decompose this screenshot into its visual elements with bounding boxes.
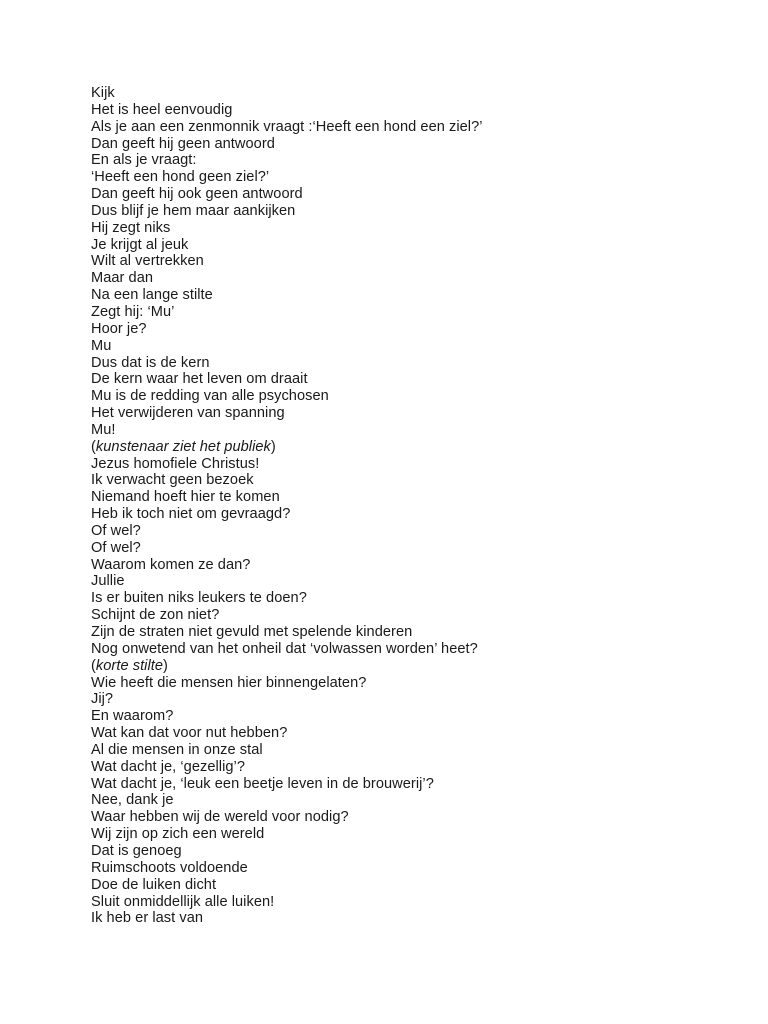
text-line: Dan geeft hij geen antwoord <box>91 135 275 152</box>
text-line: Wilt al vertrekken <box>91 253 204 270</box>
paren-close: ) <box>270 438 276 455</box>
text-line: Nee, dank je <box>91 792 174 809</box>
text-line: Jezus homofiele Christus! <box>91 455 260 472</box>
stage-direction <box>91 439 483 456</box>
text-line: Hoor je? <box>91 320 147 337</box>
paren-open: ( <box>91 438 96 455</box>
stage-direction-text: korte stilte <box>95 657 164 674</box>
paren-open: ( <box>91 657 96 674</box>
text-line: Al die mensen in onze stal <box>91 741 263 758</box>
text-line: En waarom? <box>91 708 174 725</box>
text-line: Schijnt de zon niet? <box>91 607 220 624</box>
stage-direction <box>91 658 483 675</box>
text-line: Waar hebben wij de wereld voor nodig? <box>91 809 349 826</box>
stage-direction-text: kunstenaar ziet het publiek <box>95 438 271 455</box>
text-line: Wat dacht je, ‘gezellig’? <box>91 758 246 775</box>
text-line: Mu is de redding van alle psychosen <box>91 388 329 405</box>
text-line: Kijk <box>91 85 115 101</box>
text-line: Wij zijn op zich een wereld <box>91 826 265 843</box>
text-line: Jij? <box>91 691 114 708</box>
text-line: Waarom komen ze dan? <box>91 556 251 573</box>
text-line: Maar dan <box>91 270 154 287</box>
text-line: Zegt hij: ‘Mu’ <box>91 303 175 320</box>
text-line: Hij zegt niks <box>91 219 171 236</box>
text-line: Doe de luiken dicht <box>91 876 217 893</box>
text-line: Het is heel eenvoudig <box>91 101 233 118</box>
text-line: Zijn de straten niet gevuld met spelende kinderen <box>91 624 413 640</box>
text-line: Nog onwetend van het onheil dat ‘volwassen worden’ heet? <box>91 640 478 657</box>
text-line: Mu! <box>91 421 116 438</box>
text-line: Wie heeft die mensen hier binnengelaten? <box>91 674 367 691</box>
text-line: Mu <box>91 337 112 354</box>
paren-close: ) <box>163 657 168 674</box>
text-line: Je krijgt al jeuk <box>91 236 189 253</box>
text-line: ‘Heeft een hond geen ziel?’ <box>91 169 270 186</box>
text-line: En als je vraagt: <box>91 152 197 169</box>
text-line: Na een lange stilte <box>91 287 213 304</box>
text-line: Ruimschoots voldoende <box>91 859 248 876</box>
text-line: Dus blijf je hem maar aankijken <box>91 202 296 219</box>
text-line: Wat dacht je, ‘leuk een beetje leven in de brouwerij’? <box>91 775 434 792</box>
text-line: Of wel? <box>91 522 141 539</box>
text-line: Als je aan een zenmonnik vraagt :‘Heeft een hond een ziel?’ <box>91 118 483 135</box>
text-line: Is er buiten niks leukers te doen? <box>91 590 307 607</box>
text-line: Ik heb er last van <box>91 910 204 927</box>
text-line: Dat is genoeg <box>91 842 182 859</box>
text-line: Of wel? <box>91 539 141 556</box>
text-line: Wat kan dat voor nut hebben? <box>91 725 288 742</box>
text-line: Niemand hoeft hier te komen <box>91 489 280 506</box>
text-line: Jullie <box>91 573 125 590</box>
text-line: Dan geeft hij ook geen antwoord <box>91 186 303 203</box>
text-line: Ik verwacht geen bezoek <box>91 472 254 489</box>
text-line: Sluit onmiddellijk alle luiken! <box>91 893 275 910</box>
text-line: De kern waar het leven om draait <box>91 371 308 388</box>
text-line: Dus dat is de kern <box>91 354 210 371</box>
text-line: Het verwijderen van spanning <box>91 405 285 422</box>
play-text <box>91 85 483 927</box>
text-line: Heb ik toch niet om gevraagd? <box>91 506 291 523</box>
